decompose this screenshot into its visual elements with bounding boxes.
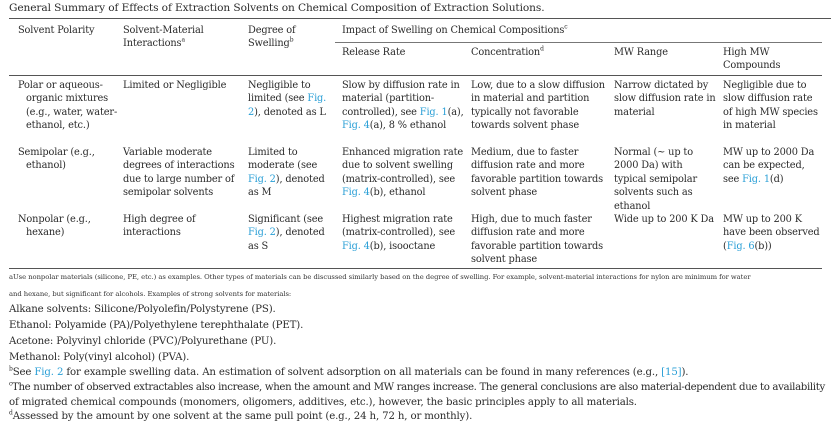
footnote-example: Acetone: Polyvinyl chloride (PVC)/Polyurethane (PU). [9, 336, 277, 347]
header-text: Degree of Swelling [248, 25, 296, 50]
figure-link[interactable]: Fig. 2 [248, 93, 327, 118]
header-text: Release Rate [342, 47, 406, 58]
cell-mw-range: Normal (~ up to 2000 Da) with typical semipolar solvents such as ethanol [614, 147, 697, 212]
cell-polarity: Nonpolar (e.g., hexane) [18, 214, 91, 239]
footnote-example: Alkane solvents: Silicone/Polyolefin/Polystyrene (PS). [9, 304, 276, 315]
figure-link[interactable]: Fig. 2 [34, 367, 64, 378]
figure-link[interactable]: Fig. 6 [726, 240, 755, 252]
text: for example swelling data. An estimation of solvent adsorption on all materials can be found in many references (e.g., [63, 367, 662, 378]
cell-mw-range: Wide up to 200 K Da [614, 214, 714, 225]
footnote-marker: c [564, 23, 568, 31]
header-mw-range [614, 46, 714, 59]
cell-release-rate [342, 79, 467, 133]
cell-swelling [248, 213, 330, 253]
cell-interactions: Limited or Negligible [123, 80, 227, 91]
footnote-marker: d [9, 409, 13, 417]
cell-interactions: Variable moderate degrees of interactions due to large number of semipolar solvents [123, 147, 235, 199]
footnote-a-line2: and hexane, but significant for alcohols. Examples of strong solvents for materials: [9, 290, 292, 298]
text: Significant (see [248, 214, 324, 225]
figure-link[interactable]: Fig. 2 [248, 173, 276, 185]
text: (b), ethanol [369, 187, 426, 199]
header-swelling [248, 24, 318, 51]
cell-swelling [248, 79, 330, 119]
cell-release-rate [342, 146, 467, 200]
text: ), denoted as S [248, 227, 325, 252]
header-concentration [471, 46, 611, 59]
text: Assessed by the amount by one solvent at the same pull point (e.g., 24 h, 72 h, or monthly). [12, 411, 473, 422]
top-rule [9, 18, 831, 19]
cell-mw-range: Narrow dictated by slow diffusion rate in material [614, 80, 716, 118]
figure-link[interactable]: Fig. 4 [342, 240, 370, 252]
cell-concentration: Low, due to a slow diffusion in material and partition typically not favorable towards solvent phase [471, 80, 605, 132]
footnote-a-line1: aUse nonpolar materials (silicone, PE, etc.) as examples. Other types of materials can be discussed similarly based on the degree of swelling. For example, solvent-material interactions for nylon are minimum for water [9, 273, 751, 281]
text: (a), 8 % ethanol [369, 120, 447, 132]
text: (a), [447, 106, 464, 118]
header-impact-group [342, 24, 812, 37]
header-text: MW Range [614, 47, 668, 58]
cell-release-rate [342, 213, 467, 253]
header-text: Concentration [471, 47, 541, 58]
cell-polarity: Semipolar (e.g., ethanol) [18, 147, 95, 172]
header-interactions [123, 24, 233, 51]
header-text: Impact of Swelling on Chemical Compositions [342, 25, 565, 36]
figure-link[interactable]: Fig. 4 [342, 120, 370, 132]
text: The number of observed extractables also increase, when the amount and MW ranges increase. The general conclusions are also material-dependent due to availability [12, 382, 825, 393]
footnote-d [9, 411, 472, 422]
table-bottom-rule [9, 268, 822, 269]
text: (b)) [754, 240, 772, 252]
figure-link[interactable]: Fig. 1 [419, 106, 448, 118]
header-text: High MW Compounds [723, 47, 781, 72]
header-high-mw [723, 46, 818, 73]
figure-link[interactable]: Fig. 1 [742, 173, 770, 185]
text: (d) [769, 173, 784, 185]
footnote-marker: b [9, 365, 13, 373]
figure-link[interactable]: Fig. 4 [342, 187, 370, 199]
text: Slow by diffusion rate in material (partition-controlled), see [342, 80, 460, 118]
footnote-c-line1 [9, 382, 825, 393]
figure-link[interactable]: Fig. 2 [248, 227, 276, 239]
footnote-b [9, 367, 688, 378]
cell-concentration: Medium, due to faster diffusion rate and more favorable partition towards solvent phase [471, 147, 603, 199]
header-text: Solvent Polarity [18, 25, 95, 36]
text: MW up to 200 K have been observed ( [723, 214, 820, 252]
text: See [12, 367, 35, 378]
subheader-rule [335, 42, 822, 43]
text: MW up to 2000 Da can be expected, see [723, 147, 815, 185]
cell-high-mw [723, 79, 823, 133]
text: Negligible due to slow diffusion rate of high MW species in material [723, 80, 818, 132]
footnote-example: Methanol: Poly(vinyl alcohol) (PVA). [9, 352, 190, 363]
footnote-marker: b [289, 37, 294, 45]
footnote-marker: a [181, 37, 185, 45]
cell-high-mw [723, 213, 823, 253]
text: Limited to moderate (see [248, 147, 318, 172]
text: Enhanced migration rate due to solvent swelling (matrix-controlled), see [342, 147, 464, 185]
header-bottom-rule [9, 75, 822, 76]
text: ), denoted as M [248, 173, 325, 199]
text: Negligible to limited (see [248, 80, 311, 105]
cell-high-mw [723, 146, 823, 186]
text: ), denoted as L [254, 106, 326, 118]
header-release-rate [342, 46, 462, 59]
table-caption: General Summary of Effects of Extraction Solvents on Chemical Composition of Extraction Solutions. [9, 2, 545, 14]
footnote-marker: d [540, 45, 544, 53]
cell-concentration: High, due to much faster diffusion rate and more favorable partition towards solvent phase [471, 214, 603, 266]
cell-interactions: High degree of interactions [123, 214, 196, 239]
cell-swelling [248, 146, 330, 200]
reference-link[interactable]: [15] [661, 367, 682, 378]
text: Highest migration rate (matrix-controlled), see [342, 214, 455, 239]
header-text: Solvent-Material Interactions [123, 25, 204, 50]
cell-polarity: Polar or aqueous-organic mixtures (e.g., water, water-ethanol, etc.) [18, 80, 118, 132]
footnote-marker: c [9, 380, 13, 388]
footnote-c-line2: of migrated chemical compounds (monomers, oligomers, additives, etc.), however, the basic principles apply to all materials. [9, 397, 637, 408]
text: (b), isooctane [369, 240, 436, 252]
header-solvent-polarity [18, 24, 118, 37]
footnote-example: Ethanol: Polyamide (PA)/Polyethylene terephthalate (PET). [9, 320, 304, 331]
text: ). [681, 367, 689, 378]
